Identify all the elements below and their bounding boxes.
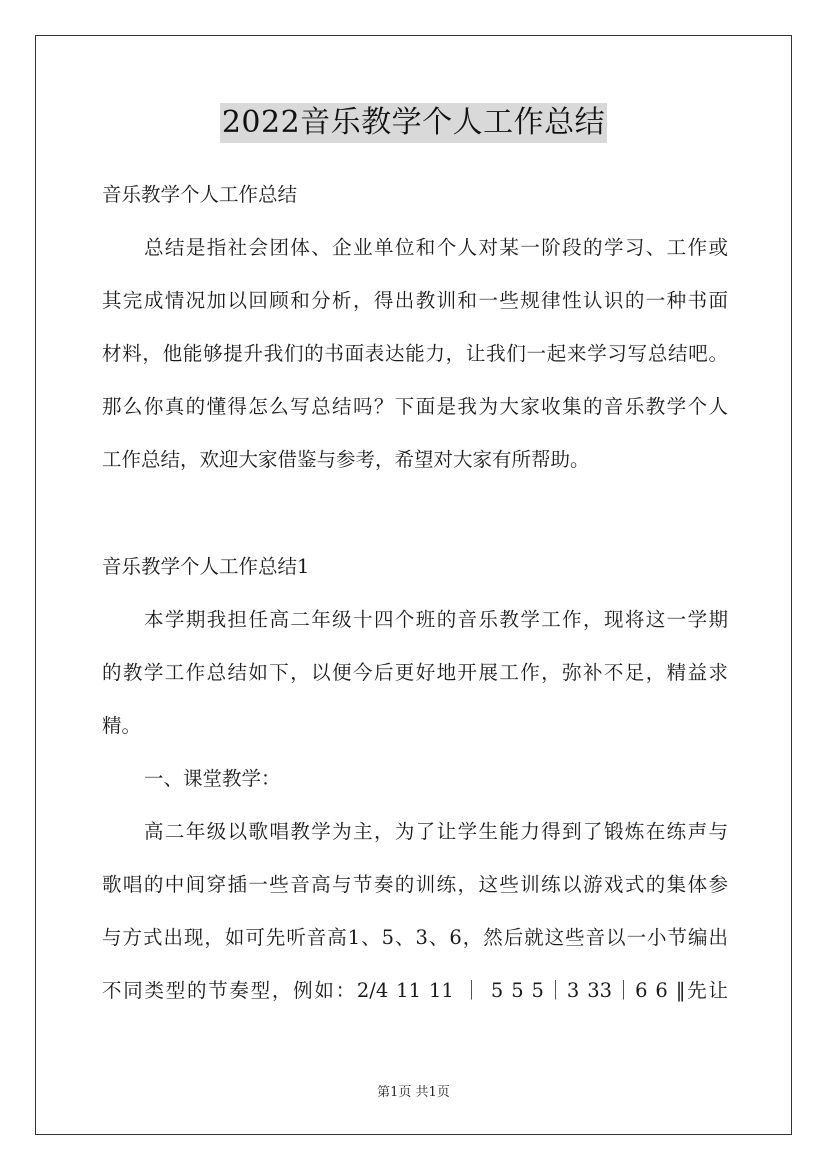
subtitle-heading: 音乐教学个人工作总结 xyxy=(102,183,298,206)
paragraph-gap xyxy=(102,486,728,540)
section-subtitle: 音乐教学个人工作总结1 xyxy=(102,555,310,578)
paragraph-line: 歌唱的中间穿插一些音高与节奏的训练，这些训练以游戏式的集体参 xyxy=(102,873,728,896)
page-number: 第1页 共1页 xyxy=(377,1085,450,1100)
intro-line: 工作总结，欢迎大家借鉴与参考，希望对大家有所帮助。 xyxy=(102,448,590,471)
intro-line: 那么你真的懂得怎么写总结吗？下面是我为大家收集的音乐教学个人 xyxy=(102,395,728,418)
document-title: 2022音乐教学个人工作总结 xyxy=(220,103,607,143)
section-heading: 一、课堂教学： xyxy=(144,767,281,790)
intro-line: 材料，他能够提升我们的书面表达能力，让我们一起来学习写总结吧。 xyxy=(102,342,728,365)
paragraph-line: 本学期我担任高二年级十四个班的音乐教学工作，现将这一学期 xyxy=(144,608,728,631)
intro-line: 其完成情况加以回顾和分析，得出教训和一些规律性认识的一种书面 xyxy=(102,289,728,312)
title-container xyxy=(0,103,827,143)
paragraph-line: 精。 xyxy=(102,714,142,737)
document-body xyxy=(102,168,728,1017)
page-footer xyxy=(0,1081,827,1100)
paragraph-line: 不同类型的节奏型，例如：2/4 11 11 ｜ 5 5 5｜3 33｜6 6 ‖先让 xyxy=(102,979,728,1002)
paragraph-line: 与方式出现，如可先听音高1、5、3、6，然后就这些音以一小节编出 xyxy=(102,926,728,949)
intro-line: 总结是指社会团体、企业单位和个人对某一阶段的学习、工作或 xyxy=(144,236,728,259)
paragraph-line: 的教学工作总结如下，以便今后更好地开展工作，弥补不足，精益求 xyxy=(102,661,728,684)
paragraph-line: 高二年级以歌唱教学为主，为了让学生能力得到了锻炼在练声与 xyxy=(144,820,728,843)
